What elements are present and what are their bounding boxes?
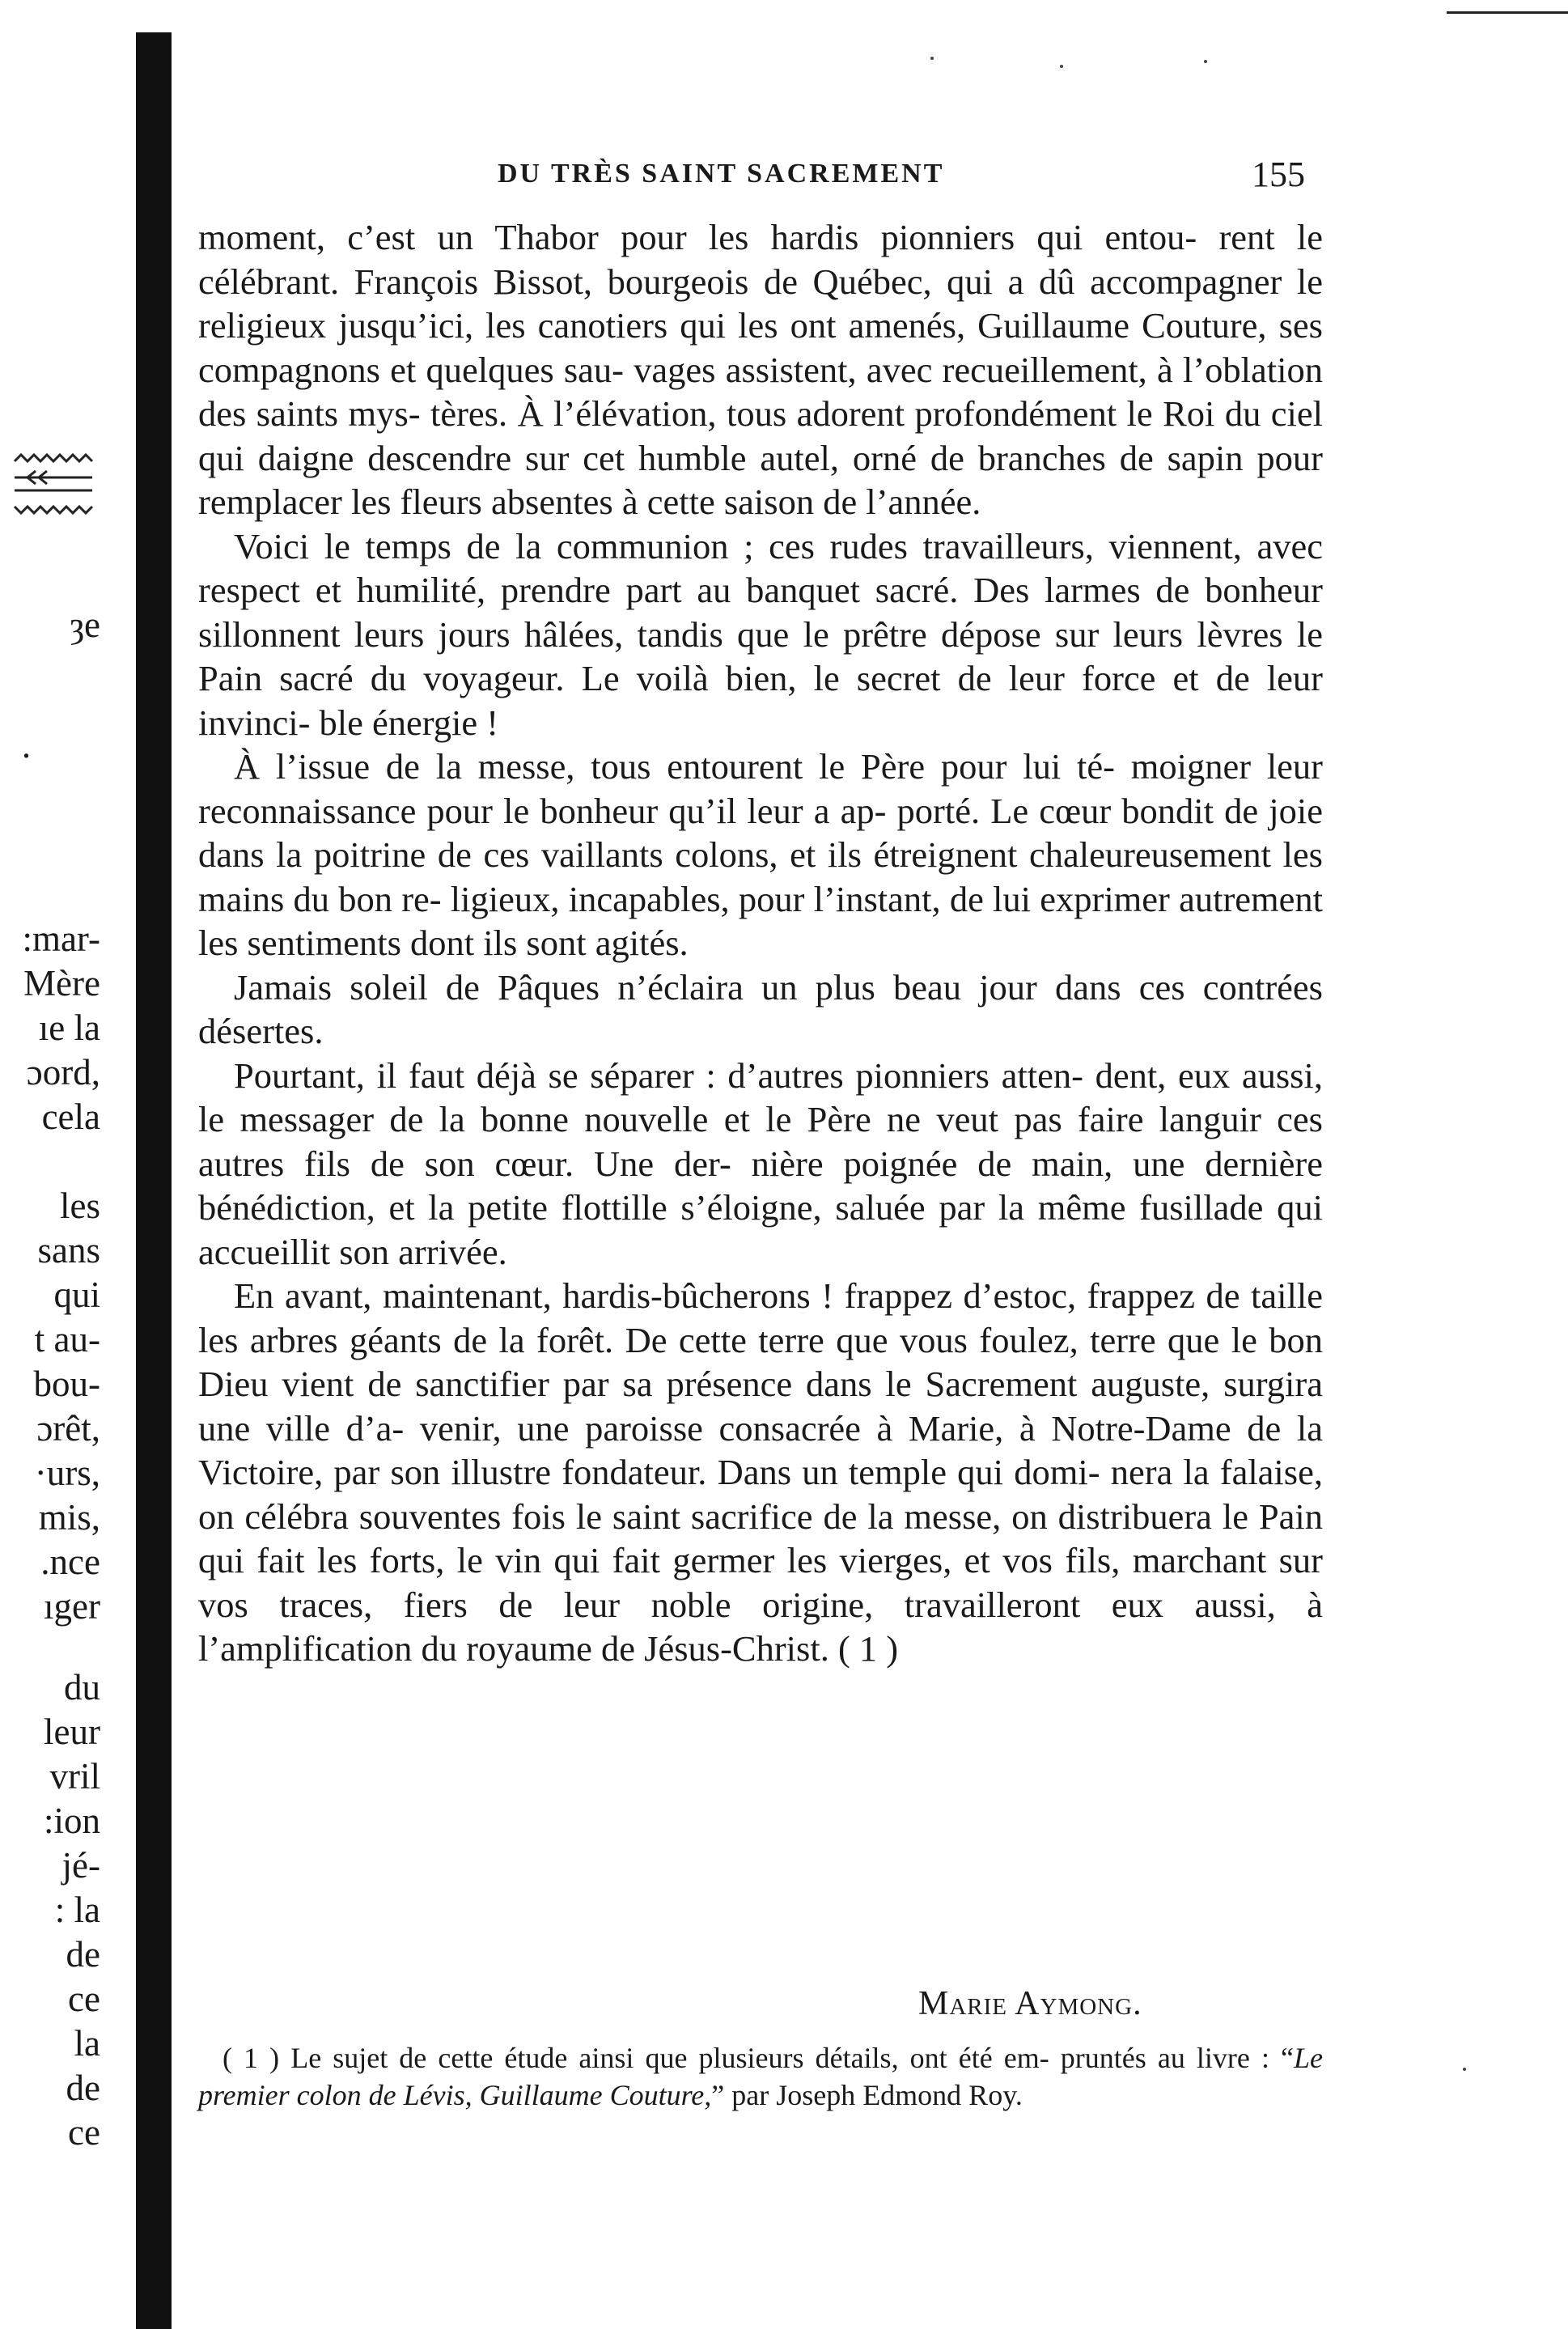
fragment-text: les [60,1186,100,1226]
footnote-marker: ( 1 ) [222,2042,280,2074]
paragraph: En avant, maintenant, hardis-bûcherons ! frappez d’estoc, frappez de taille les arbres géants de la forêt. De cette terre que vous foulez, terre que le bon Dieu vient de sanctifier par sa présence dans le Sacrement auguste, surgira une ville d’a- venir, une paroisse consacrée à Marie, à Notre-Dame de la Victoire, par son illustre fondateur. Dans un temple qui domi- nera la falaise, on célébra souventes fois le saint sacrifice de la messe, on distribuera le Pain qui fait les forts, le vin qui fait germer les vierges, et vos fils, marchant sur vos traces, fiers de leur noble origine, travailleront eux aussi, à l’amplification du royaume de Jésus-Christ. ( 1 ) [198,1275,1323,1669]
fragment-text: la [74,2023,100,2064]
binding-gutter-shadow [136,32,172,2329]
author-signature: Marie Aymong. [918,1985,1142,2022]
fragment-text: cela [41,1097,100,1137]
fragment-text: ce [68,1979,100,2019]
fragment-text: sans [37,1230,100,1271]
fragment-text: ɔrêt, [36,1408,100,1449]
fragment-text: ıe la [38,1008,100,1048]
fragment-text: · [20,736,32,776]
footnote-book-title: Le premier colon de Lévis, Guillaume Couture, [198,2042,1323,2111]
fragment-text: vril [49,1756,100,1797]
fragment-text: qui [53,1275,100,1315]
fragment-text: : la [54,1890,100,1930]
fragment-text: ȝe [70,605,100,645]
fragment-text: ·urs, [34,1453,100,1493]
page-number: 155 [1252,155,1305,194]
paragraph: Pourtant, il faut déjà se séparer : d’autres pionniers atten- dent, eux aussi, le messager de la bonne nouvelle et le Père ne veut pas faire languir ces autres fils de son cœur. Une der- nière poignée de main, une dernière bénédiction, et la petite flottille s’éloigne, saluée par la même fusillade qui accueillit son arrivée. [198,1054,1323,1272]
paper-speck [1204,60,1207,63]
fragment-text: du [64,1667,100,1708]
paragraph: Voici le temps de la communion ; ces rudes travailleurs, viennent, avec respect et humilité, prendre part au banquet sacré. Des larmes de bonheur sillonnent leurs jours hâlées, tandis que le prêtre dépose sur leurs lèvres le Pain sacré du voyageur. Le voilà bien, le secret de leur force et de leur invinci- ble énergie ! [198,525,1323,743]
top-edge-rule [1447,11,1568,14]
ornament-icon [11,453,95,515]
paragraph: Jamais soleil de Pâques n’éclaira un plus beau jour dans ces contrées désertes. [198,966,1323,1051]
fragment-text: ce [68,2112,100,2153]
fragment-text: bou- [33,1364,100,1404]
paragraph: moment, c’est un Thabor pour les hardis pionniers qui entou- rent le célébrant. François Bissot, bourgeois de Québec, qui a dû accompagner le religieux jusqu’ici, les canotiers qui les ont amenés, Guillaume Couture, ses compagnons et quelques sau- vages assistent, avec recueillement, à l’oblation des saints mys- tères. À l’élévation, tous adorent profondément le Roi du ciel qui daigne descendre sur cet humble autel, orné de branches de sapin pour remplacer les fleurs absentes à cette saison de l’année. [198,217,1323,522]
fragment-text: :mar- [22,918,100,959]
facing-page-fragments [0,437,129,2217]
paragraph: À l’issue de la messe, tous entourent le Père pour lui té- moigner leur reconnaissance pour le bonheur qu’il leur a ap- porté. Le cœur bondit de joie dans la poitrine de ces vaillants colons, et ils étreignent chaleureusement les mains du bon re- ligieux, incapables, pour l’instant, de lui exprimer autrement les sentiments dont ils sont agités. [198,746,1323,963]
fragment-text: .nce [40,1542,100,1582]
fragment-text: mis, [38,1497,100,1538]
fragment-text: :ion [43,1801,100,1841]
paper-speck [1463,2068,1466,2071]
running-title: DU TRÈS SAINT SACREMENT [498,159,945,189]
footnote-text-end: ” par Joseph Edmond Roy. [711,2079,1023,2111]
fragment-text: t au- [34,1319,100,1360]
fragment-text: leur [44,1712,100,1752]
fragment-text: de [66,1934,100,1975]
paper-speck [1060,65,1063,68]
fragment-text: de [66,2068,100,2108]
footnote [198,2039,1323,2114]
fragment-text: jé- [61,1845,100,1886]
fragment-text: ıger [44,1586,100,1627]
body-text [198,215,1323,1671]
footnote-text: Le sujet de cette étude ainsi que plusieurs détails, ont été em- pruntés au livre : “ [290,2042,1294,2074]
fragment-text: ɔord, [26,1052,100,1092]
paper-speck [930,57,934,60]
fragment-text: Mère [23,963,100,1003]
running-head [198,155,1347,207]
